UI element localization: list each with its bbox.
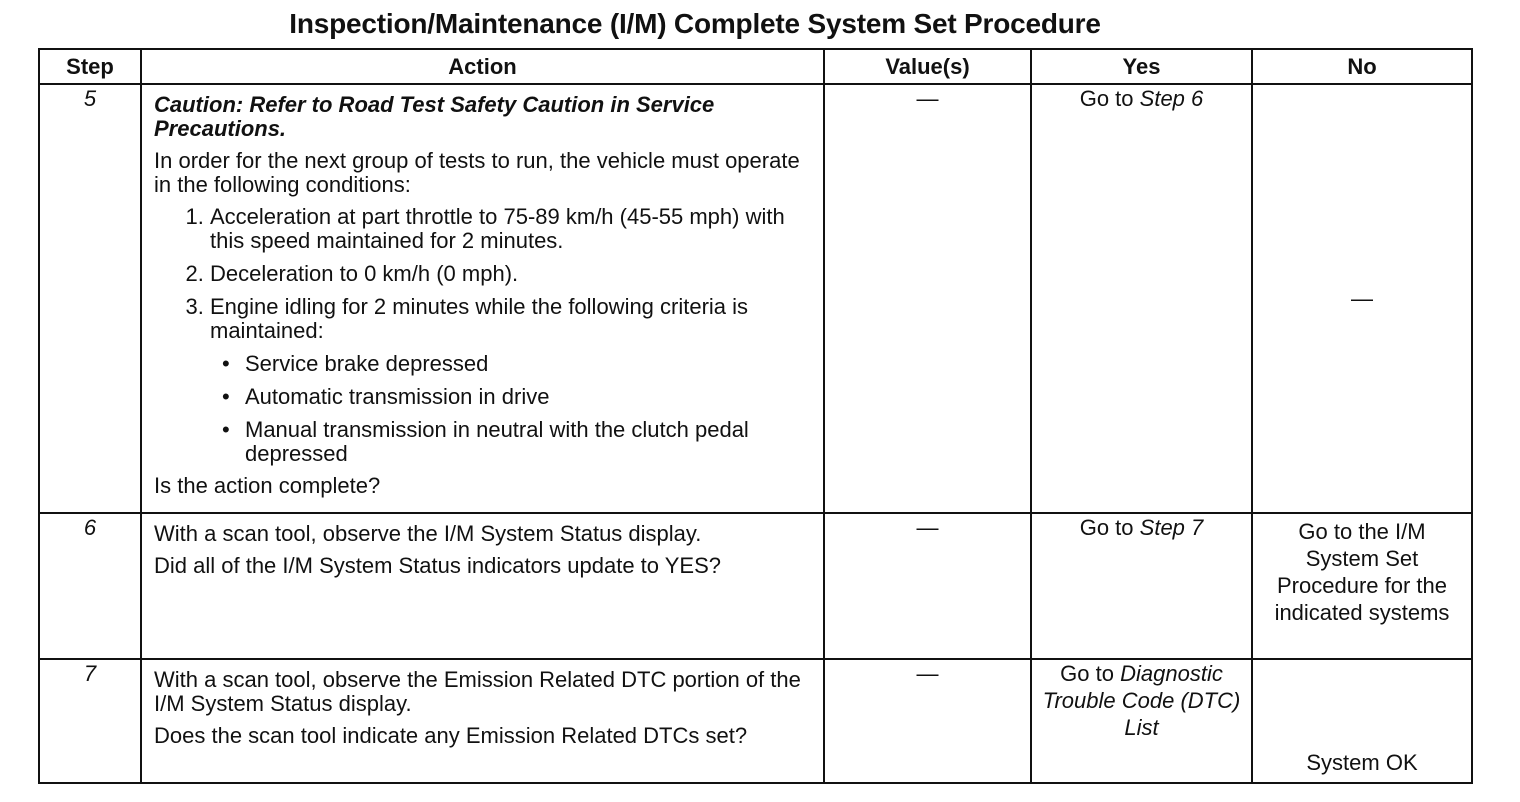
table-row-step-6 bbox=[39, 513, 1472, 659]
column-header-yes: Yes bbox=[1031, 49, 1252, 84]
criteria-item: • Service brake depressed bbox=[222, 352, 813, 376]
criteria-list bbox=[210, 352, 813, 466]
table-row-step-5 bbox=[39, 84, 1472, 513]
column-header-action: Action bbox=[141, 49, 824, 84]
column-header-values: Value(s) bbox=[824, 49, 1031, 84]
procedure-table bbox=[38, 48, 1473, 784]
caution-note: Caution: Refer to Road Test Safety Caution in Service Precautions. bbox=[154, 92, 715, 141]
no-result: System OK bbox=[1306, 750, 1418, 775]
value-dash: — bbox=[916, 515, 939, 540]
condition-item: 2. Deceleration to 0 km/h (0 mph). bbox=[210, 262, 813, 286]
condition-item-text: Engine idling for 2 minutes while the following criteria is maintained: bbox=[210, 294, 749, 343]
no-dash: — bbox=[1351, 286, 1373, 311]
value-cell bbox=[824, 659, 1031, 783]
no-cell bbox=[1252, 659, 1472, 783]
yes-prefix: Go to bbox=[1079, 86, 1134, 111]
action-cell bbox=[141, 513, 824, 659]
no-procedure-link[interactable]: Go to the I/M System Set Procedure for the indicated systems bbox=[1274, 519, 1450, 625]
column-header-no: No bbox=[1252, 49, 1472, 84]
step-number: 7 bbox=[39, 659, 141, 783]
action-instruction: With a scan tool, observe the I/M System Status display. bbox=[154, 521, 702, 546]
step-number: 6 bbox=[39, 513, 141, 659]
value-dash: — bbox=[916, 661, 939, 686]
criteria-item: • Automatic transmission in drive bbox=[222, 385, 813, 409]
column-header-step: Step bbox=[39, 49, 141, 84]
yes-step-link[interactable]: Step 6 bbox=[1139, 86, 1204, 111]
document-title: Inspection/Maintenance (I/M) Complete System Set Procedure bbox=[289, 8, 1101, 39]
condition-list bbox=[154, 205, 813, 466]
action-intro: In order for the next group of tests to run, the vehicle must operate in the following conditions: bbox=[154, 148, 800, 197]
action-instruction: With a scan tool, observe the Emission Related DTC portion of the I/M System Status display. bbox=[154, 667, 801, 716]
no-cell bbox=[1252, 513, 1472, 659]
yes-prefix: Go to bbox=[1079, 515, 1134, 540]
action-question: Did all of the I/M System Status indicators update to YES? bbox=[154, 553, 721, 578]
value-cell bbox=[824, 513, 1031, 659]
yes-cell bbox=[1031, 84, 1252, 513]
criteria-item: • Manual transmission in neutral with the clutch pedal depressed bbox=[222, 418, 813, 466]
value-cell bbox=[824, 84, 1031, 513]
action-question: Does the scan tool indicate any Emission Related DTCs set? bbox=[154, 723, 748, 748]
value-dash: — bbox=[916, 86, 939, 111]
step-number: 5 bbox=[39, 84, 141, 513]
table-row-step-7 bbox=[39, 659, 1472, 783]
condition-item: 1. Acceleration at part throttle to 75-89 km/h (45-55 mph) with this speed maintained for 2 minutes. bbox=[210, 205, 813, 253]
yes-dtc-list-link[interactable]: Diagnostic Trouble Code (DTC) List bbox=[1042, 661, 1241, 740]
action-cell bbox=[141, 659, 824, 783]
yes-prefix: Go to bbox=[1060, 661, 1114, 686]
no-cell bbox=[1252, 84, 1472, 513]
action-question: Is the action complete? bbox=[154, 473, 381, 498]
action-cell bbox=[141, 84, 824, 513]
yes-cell bbox=[1031, 513, 1252, 659]
condition-item bbox=[210, 295, 813, 466]
yes-cell bbox=[1031, 659, 1252, 783]
yes-step-link[interactable]: Step 7 bbox=[1139, 515, 1204, 540]
table-header-row bbox=[39, 49, 1472, 84]
